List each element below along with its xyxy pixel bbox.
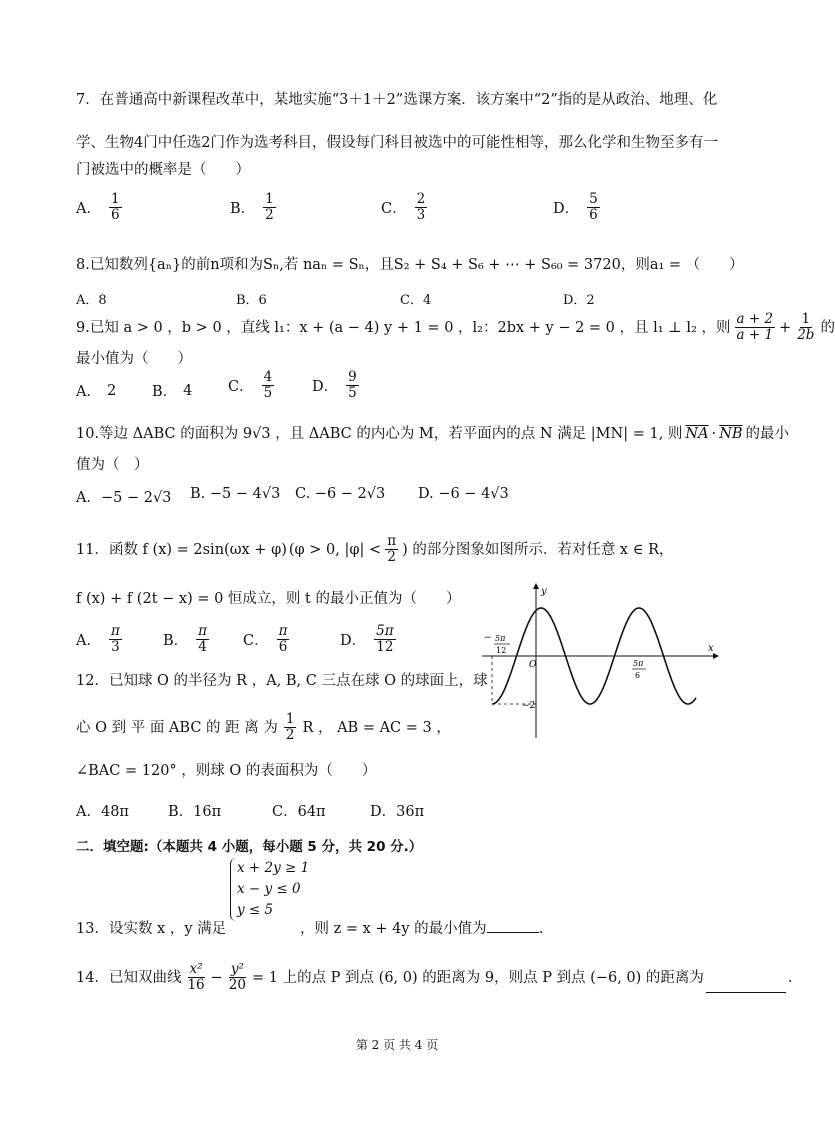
q9-option-b[interactable]	[152, 380, 192, 401]
denominator: 16	[187, 977, 205, 993]
numerator: 1	[801, 311, 811, 327]
option-label: D．	[340, 633, 367, 649]
denominator: 6	[110, 207, 120, 223]
q11-pi-half	[385, 534, 398, 565]
q7-line1: 7．在普通高中新课程改革中，某地实施“3＋1＋2”选课方案．该方案中“2”指的是从政治、地理、化	[76, 92, 718, 108]
q12-line2	[76, 712, 451, 743]
q11-option-d[interactable]	[340, 624, 398, 655]
pos-tick-num: 5π	[633, 659, 644, 668]
option-label: C．	[228, 379, 254, 395]
option-fraction	[262, 370, 275, 401]
numerator: x²	[189, 961, 203, 977]
constraint-2: x − y ≤ 0	[237, 881, 301, 897]
q11-condition: (φ > 0, |φ| <	[288, 541, 382, 558]
denominator: 6	[589, 207, 598, 223]
q10-option-d[interactable]: D. −6 − 4√3	[418, 486, 509, 502]
neg-sign: −	[484, 633, 492, 643]
q13-constraint-system	[230, 858, 309, 921]
q12-option-b[interactable]: B．16π	[168, 804, 222, 820]
denominator: 2	[387, 549, 396, 565]
q10-tail: 的最小	[745, 426, 790, 442]
option-label: D．	[553, 201, 580, 217]
option-label: A．	[76, 201, 101, 217]
q8-stem: 8.已知数列{aₙ}的前n项和为Sₙ,若 naₙ = Sₙ，且S₂ + S₄ + S₆ + ⋯ + S₆₀ = 3720，则a₁ = （ ）	[76, 257, 744, 273]
q13-end: .	[538, 921, 544, 937]
q9-option-a[interactable]	[76, 380, 116, 401]
option-fraction	[109, 192, 122, 223]
pos-tick-den: 6	[635, 671, 641, 680]
q7-line3: 门被选中的概率是（ ）	[76, 162, 250, 178]
q7-option-b[interactable]	[230, 192, 278, 223]
q12-line1: 12．已知球 O 的半径为 R ，A, B, C 三点在球 O 的球面上，球	[76, 673, 488, 689]
q9-fraction-1	[735, 312, 776, 343]
denominator: 4	[198, 639, 207, 655]
q12-option-a[interactable]: A．48π	[76, 804, 129, 820]
numerator: π	[110, 623, 120, 639]
min-label: −2	[522, 701, 536, 711]
y-axis-label: y	[541, 586, 547, 597]
option-fraction	[346, 370, 359, 401]
q9-text: 9.已知 a > 0 ，b > 0 ，直线 l₁：x + (a − 4) y + 1 = 0 ，l₂：2bx + y − 2 = 0 ，且 l₁ ⊥ l₂ ，则	[76, 319, 731, 336]
q11-option-b[interactable]	[163, 624, 211, 655]
q14-fraction-2	[227, 962, 248, 993]
numerator: 4	[263, 369, 273, 385]
denominator: 6	[278, 639, 288, 655]
option-fraction	[587, 192, 600, 223]
q10-stem	[76, 425, 789, 443]
q12-text: 心 O 到 平 面 ABC 的 距 离 为	[76, 719, 278, 736]
option-fraction	[415, 192, 428, 223]
option-fraction	[277, 624, 290, 655]
q11-option-c[interactable]	[243, 624, 291, 655]
minus-sign: −	[210, 969, 223, 986]
q11-option-a[interactable]	[76, 624, 124, 655]
q10-option-c[interactable]: C. −6 − 2√3	[295, 486, 386, 502]
q12-option-d[interactable]: D．36π	[370, 804, 425, 820]
dot-operator: ·	[711, 426, 717, 442]
q14-answer-blank[interactable]	[706, 992, 786, 993]
option-value: 4	[183, 382, 193, 399]
q11-stem	[76, 534, 673, 565]
numerator: a + 2	[736, 311, 774, 327]
q10-line2: 值为（ ）	[76, 457, 149, 473]
denominator: 2	[285, 727, 295, 743]
q13-text-b-row	[300, 920, 543, 938]
constraint-1: x + 2y ≥ 1	[237, 860, 310, 876]
option-label: D．	[312, 379, 339, 395]
section-title-fill-in: 二．填空题:（本题共 4 小题，每小题 5 分，共 20 分.）	[76, 839, 423, 855]
q13-text-a: 13．设实数 x ，y 满足	[76, 921, 227, 937]
numerator: y²	[230, 961, 244, 977]
vector-na: $\overline{NA}$	[685, 426, 709, 442]
option-label: B．	[152, 384, 178, 400]
denominator: a + 1	[736, 327, 774, 343]
constraint-3: y ≤ 5	[237, 902, 274, 918]
denominator: 5	[263, 385, 273, 401]
q13-answer-blank[interactable]	[487, 932, 539, 933]
q12-text-b: R ， AB = AC = 3 ，	[302, 719, 451, 736]
q9-stem	[76, 312, 835, 343]
option-label: A．	[76, 384, 101, 400]
numerator: 1	[265, 191, 274, 207]
numerator: 9	[348, 369, 357, 385]
plus-sign: +	[779, 319, 792, 336]
option-label: B．	[230, 201, 256, 217]
q9-line2: 最小值为（ ）	[76, 351, 192, 367]
q14-text-b: = 1 上的点 P 到点 (6, 0) 的距离为 9，则点 P 到点 (−6, 0) 的距离为	[251, 969, 704, 986]
q11-sine-graph	[474, 580, 724, 740]
denominator: 2	[265, 207, 274, 223]
q11-line2: f (x) + f (2t − x) = 0 恒成立，则 t 的最小正值为（ ）	[76, 591, 461, 607]
denominator: 2b	[797, 327, 815, 343]
page-footer: 第 2 页 共 4 页	[355, 1038, 439, 1052]
q7-option-d[interactable]	[553, 192, 602, 223]
q10-option-a[interactable]: A．−5 − 2√3	[76, 490, 172, 506]
vector-nb: $\overline{NB}$	[719, 426, 743, 442]
q8-option-d[interactable]: D．2	[563, 293, 595, 308]
q8-option-a[interactable]: A．8	[76, 293, 107, 308]
q12-half	[284, 712, 297, 743]
q9-fraction-2	[795, 312, 816, 343]
numerator: π	[278, 623, 288, 639]
numerator: 1	[110, 191, 120, 207]
q7-line2: 学、生物4门中任选2门作为选考科目，假设每门科目被选中的可能性相等，那么化学和生物至多有一	[76, 135, 718, 151]
q14-text: 14．已知双曲线	[76, 969, 182, 986]
option-fraction	[374, 624, 395, 655]
q14-stem	[76, 962, 793, 993]
q9-option-d[interactable]	[312, 370, 361, 401]
denominator: 5	[348, 385, 357, 401]
origin-label: O	[529, 660, 537, 670]
q12-line3: ∠BAC = 120° ，则球 O 的表面积为（ ）	[76, 763, 377, 779]
q10-text: 10.等边 ΔABC 的面积为 9√3 ，且 ΔABC 的内心为 M，若平面内的点 N 满足 |MN| = 1, 则	[76, 426, 683, 442]
neg-tick-num: 5π	[495, 634, 506, 643]
q11-text: ) 的部分图象如图所示．若对任意 x ∈ R，	[402, 541, 674, 558]
x-axis-label: x	[708, 643, 714, 654]
option-label: C．	[243, 633, 269, 649]
numerator: π	[198, 623, 208, 639]
option-label: A．	[76, 633, 101, 649]
q9-option-c[interactable]	[228, 370, 276, 401]
option-fraction	[196, 624, 209, 655]
numerator: 1	[285, 711, 295, 727]
q10-option-b[interactable]: B. −5 − 4√3	[190, 486, 281, 502]
denominator: 3	[416, 207, 426, 223]
q13-text-b: ，则 z = x + 4y 的最小值为	[300, 921, 487, 937]
option-value: 2	[106, 382, 117, 399]
q7-option-a[interactable]	[76, 192, 124, 223]
numerator: 5	[589, 191, 598, 207]
q8-option-b[interactable]: B．6	[236, 293, 267, 308]
numerator: π	[387, 533, 397, 549]
denominator: 12	[376, 639, 394, 655]
numerator: 2	[416, 191, 426, 207]
q14-fraction-1	[185, 962, 206, 993]
q14-end: .	[787, 969, 793, 986]
q12-option-c[interactable]: C．64π	[272, 804, 326, 820]
q9-tail: 的	[820, 319, 835, 336]
q7-option-c[interactable]	[381, 192, 429, 223]
denominator: 20	[228, 977, 246, 993]
option-fraction	[263, 192, 276, 223]
q8-option-c[interactable]: C．4	[400, 293, 432, 308]
q11-function: 11．函数 f (x) = 2sin(ωx + φ)	[76, 541, 287, 558]
numerator: 5π	[376, 623, 394, 639]
neg-tick-den: 12	[496, 646, 507, 655]
denominator: 3	[111, 639, 120, 655]
option-label: B．	[163, 633, 189, 649]
option-fraction	[109, 624, 122, 655]
option-label: C．	[381, 201, 407, 217]
